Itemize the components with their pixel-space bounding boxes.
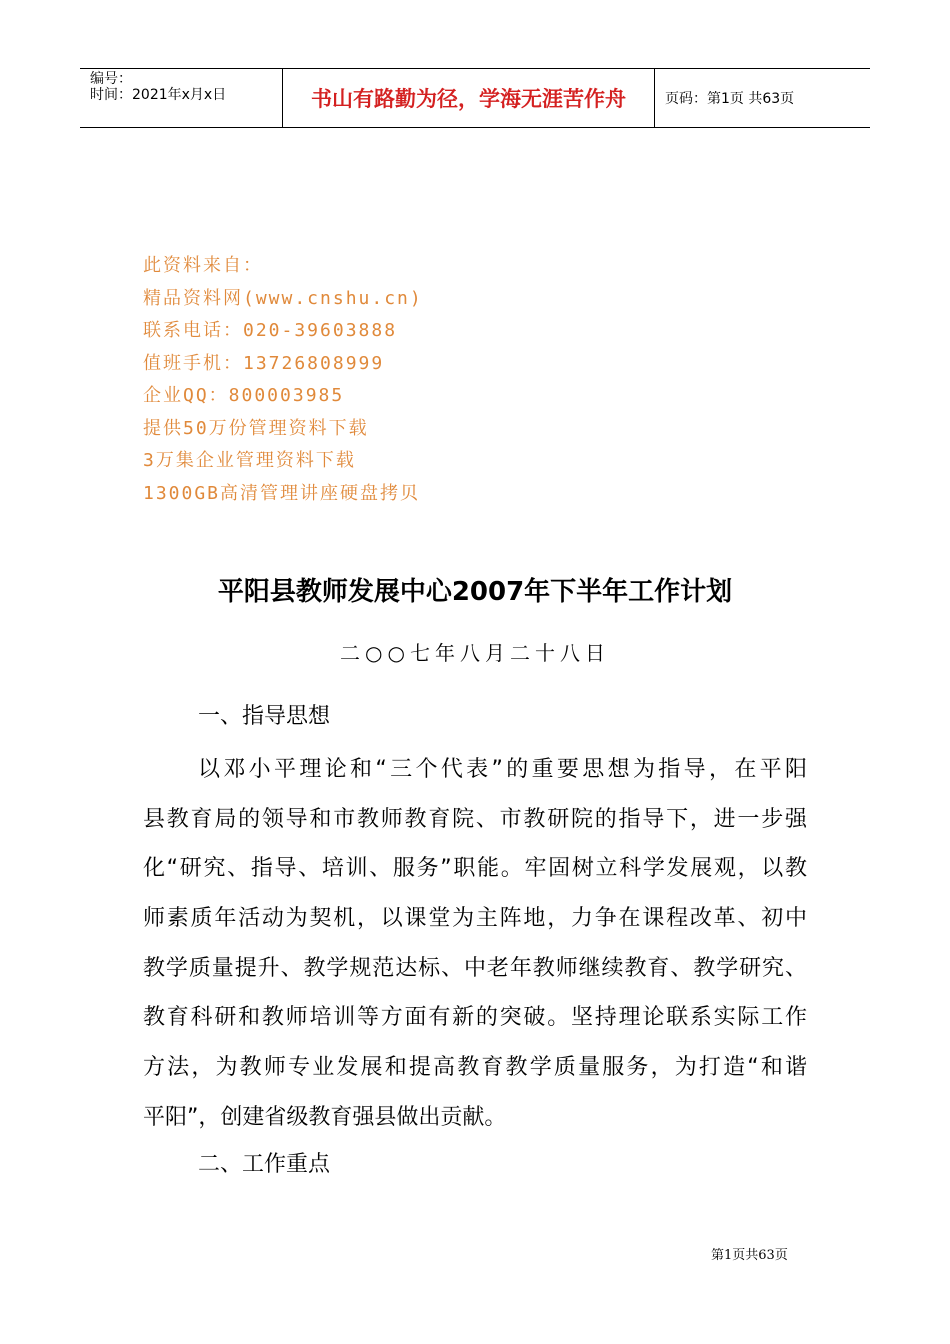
section-heading-work-focus: 二、工作重点 (198, 1152, 331, 1177)
paragraph-line: 教育科研和教师培训等方面有新的突破。坚持理论联系实际工作 (143, 1005, 807, 1031)
source-line: 提供50万份管理资料下载 (143, 417, 369, 439)
header-time-label: 时间：2021年x月x日 (90, 87, 227, 103)
paragraph-line: 师素质年活动为契机，以课堂为主阵地，力争在课程改革、初中 (143, 906, 807, 932)
section-heading-guiding-thought: 一、指导思想 (198, 704, 331, 729)
paragraph-line: 县教育局的领导和市教师教育院、市教研院的指导下，进一步强 (143, 806, 807, 832)
paragraph-line: 以邓小平理论和“三个代表”的重要思想为指导，在平阳 (198, 757, 807, 782)
source-line: 1300GB高清管理讲座硬盘拷贝 (143, 482, 421, 504)
document-title: 平阳县教师发展中心2007年下半年工作计划 (217, 577, 733, 607)
paragraph-line: 方法，为教师专业发展和提高教育教学质量服务，为打造“和谐 (143, 1055, 807, 1081)
page-header (80, 68, 870, 128)
paragraph-line: 化“研究、指导、培训、服务”职能。牢固树立科学发展观，以教 (143, 856, 807, 882)
paragraph-line: 教学质量提升、教学规范达标、中老年教师继续教育、教学研究、 (143, 955, 807, 981)
header-meta (80, 69, 282, 127)
source-line: 企业QQ：800003985 (143, 385, 345, 406)
source-line: 值班手机：13726808999 (143, 352, 385, 374)
document-date: 二○○七年八月二十八日 (340, 641, 610, 665)
page-footer: 第1页共63页 (711, 1248, 788, 1263)
source-line: 此资料来自： (143, 255, 263, 276)
body-paragraph (143, 745, 807, 1143)
source-line: 联系电话：020-39603888 (143, 320, 398, 341)
header-page-info: 页码：第1页 共63页 (665, 91, 795, 107)
header-motto: 书山有路勤为径，学海无涯苦作舟 (282, 69, 655, 127)
paragraph-line: 平阳”，创建省级教育强县做出贡献。 (143, 1104, 507, 1130)
header-number-label: 编号： (90, 71, 132, 87)
source-line: 3万集企业管理资料下载 (143, 450, 356, 471)
source-info-block (143, 250, 423, 510)
source-line: 精品资料网(www.cnshu.cn) (143, 287, 423, 309)
